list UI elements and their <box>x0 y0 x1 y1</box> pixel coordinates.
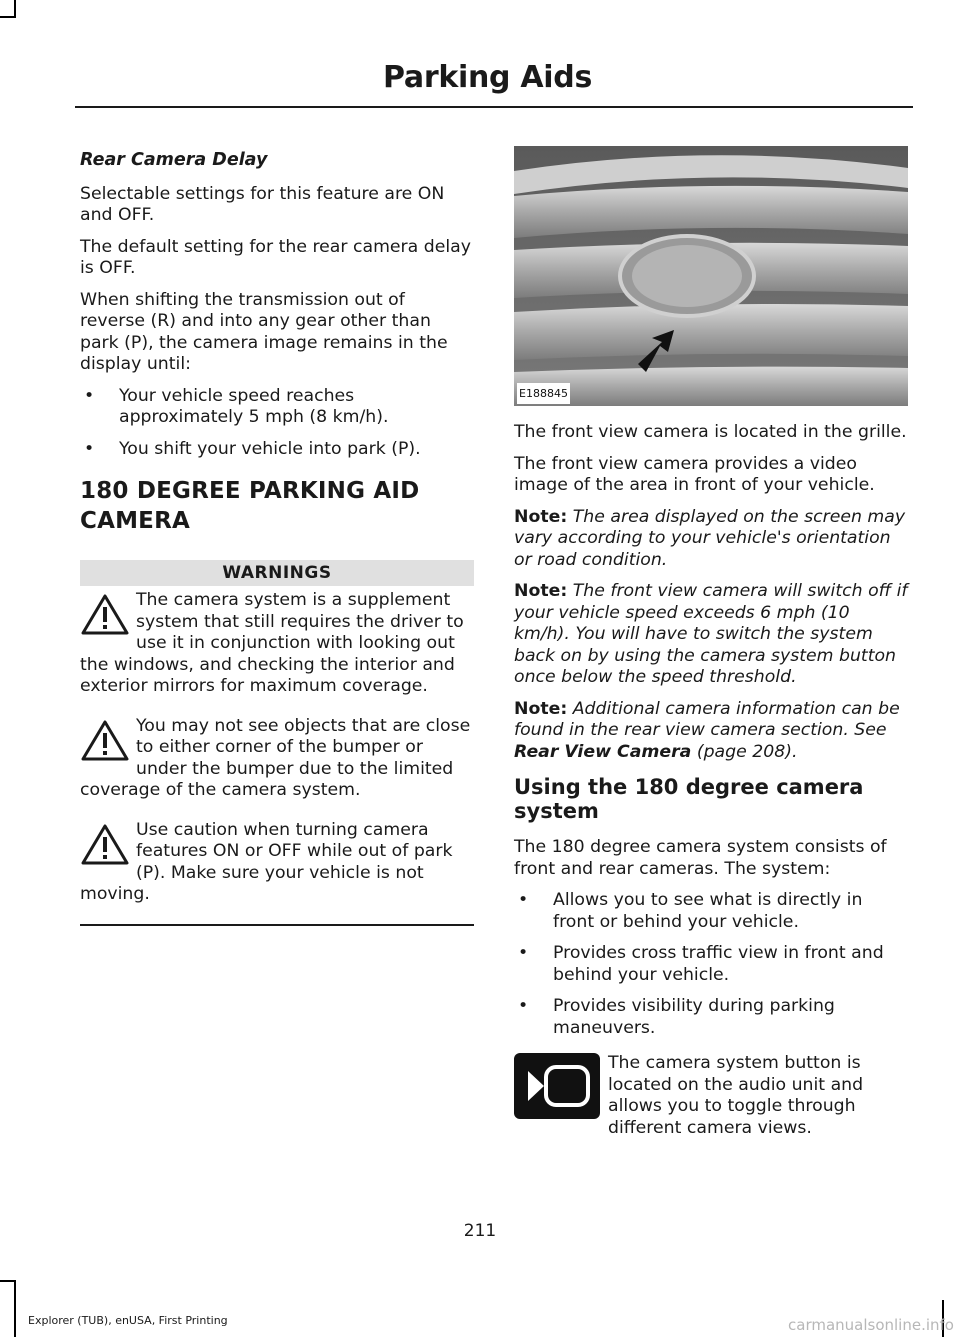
bullet-dot: • <box>518 943 529 963</box>
note-label: Note: <box>514 506 568 527</box>
camera-button-icon <box>514 1053 600 1119</box>
warnings-bottom-divider <box>80 924 474 926</box>
warning-text: Use caution when turning camera features ON or OFF while out of park (P). Make sure your vehicle is not moving. <box>80 819 453 904</box>
list-item <box>514 890 908 933</box>
header-divider <box>75 106 913 108</box>
list-item <box>80 439 474 461</box>
crop-mark <box>14 0 16 16</box>
watermark: carmanualsonline.info <box>788 1316 954 1334</box>
left-column <box>80 146 474 926</box>
grille-camera-photo <box>514 146 908 406</box>
list-item-text: Your vehicle speed reaches approximately 5 mph (8 km/h). <box>119 385 389 427</box>
note-text: The area displayed on the screen may vary according to your vehicle's orientation or road condition. <box>514 506 906 570</box>
list-item <box>514 996 908 1039</box>
paragraph: The 180 degree camera system consists of front and rear cameras. The system: <box>514 837 887 879</box>
warning-item <box>80 820 474 906</box>
list-item-text: Provides cross traffic view in front and behind your vehicle. <box>553 943 884 985</box>
paragraph: The front view camera provides a video image of the area in front of your vehicle. <box>514 453 875 495</box>
camera-button-description <box>514 1053 908 1139</box>
note-label: Note: <box>514 698 568 719</box>
note <box>514 699 908 764</box>
list-item <box>80 386 474 429</box>
crop-mark <box>0 16 16 18</box>
paragraph: The front view camera is located in the grille. <box>514 422 907 442</box>
paragraph: Selectable settings for this feature are ON and OFF. <box>80 183 445 225</box>
subsection-title: Using the 180 degree camera system <box>514 775 864 823</box>
note-label: Note: <box>514 581 568 601</box>
page-number: 211 <box>463 1221 497 1241</box>
warning-text: The camera system is a supplement system that still requires the driver to use it in conjunction with looking out the windows, and checking the interior and exterior mirrors for maximum coverage. <box>80 590 464 696</box>
right-column <box>514 146 908 1139</box>
list-item-text: Provides visibility during parking maneuvers. <box>553 996 835 1038</box>
page-title: Parking Aids <box>383 60 592 95</box>
bullet-dot: • <box>518 890 529 910</box>
bullet-dot: • <box>84 438 95 459</box>
crop-mark <box>14 1280 16 1337</box>
note-text: The front view camera will switch off if your vehicle speed exceeds 6 mph (10 km/h). You will have to switch the system back on by using the camera system button once below the speed threshold. <box>514 581 908 687</box>
page-reference: (page 208). <box>696 741 798 762</box>
note <box>514 507 908 572</box>
crop-mark <box>0 1280 16 1282</box>
bullet-dot: • <box>518 996 529 1016</box>
grille-illustration <box>514 146 908 406</box>
warning-item <box>80 716 474 802</box>
warning-triangle-icon <box>80 593 130 637</box>
warning-triangle-icon <box>80 823 130 867</box>
note-text: Additional camera information can be found in the rear view camera section. See <box>514 698 900 740</box>
note <box>514 581 908 689</box>
rear-view-camera-link[interactable]: Rear View Camera <box>514 741 692 762</box>
subhead-rear-camera-delay: Rear Camera Delay <box>80 150 268 170</box>
paragraph: The default setting for the rear camera delay is OFF. <box>80 236 471 278</box>
list-item <box>514 943 908 986</box>
warning-item <box>80 590 474 698</box>
warning-text: You may not see objects that are close to either corner of the bumper or under the bumper due to the limited coverage of the camera system. <box>80 715 471 800</box>
section-title: 180 DEGREE PARKING AID CAMERA <box>80 478 420 534</box>
footer-text: Explorer (TUB), enUSA, First Printing <box>28 1314 228 1327</box>
list-item-text: You shift your vehicle into park (P). <box>119 438 421 459</box>
list-item-text: Allows you to see what is directly in front or behind your vehicle. <box>553 890 863 932</box>
bullet-dot: • <box>84 385 95 406</box>
figure-code: E188845 <box>517 383 570 405</box>
camera-button-text: The camera system button is located on the audio unit and allows you to toggle through different camera views. <box>608 1053 864 1138</box>
warnings-header: WARNINGS <box>80 560 474 586</box>
paragraph: When shifting the transmission out of reverse (R) and into any gear other than park (P), the camera image remains in the display until: <box>80 289 448 374</box>
warning-triangle-icon <box>80 719 130 763</box>
